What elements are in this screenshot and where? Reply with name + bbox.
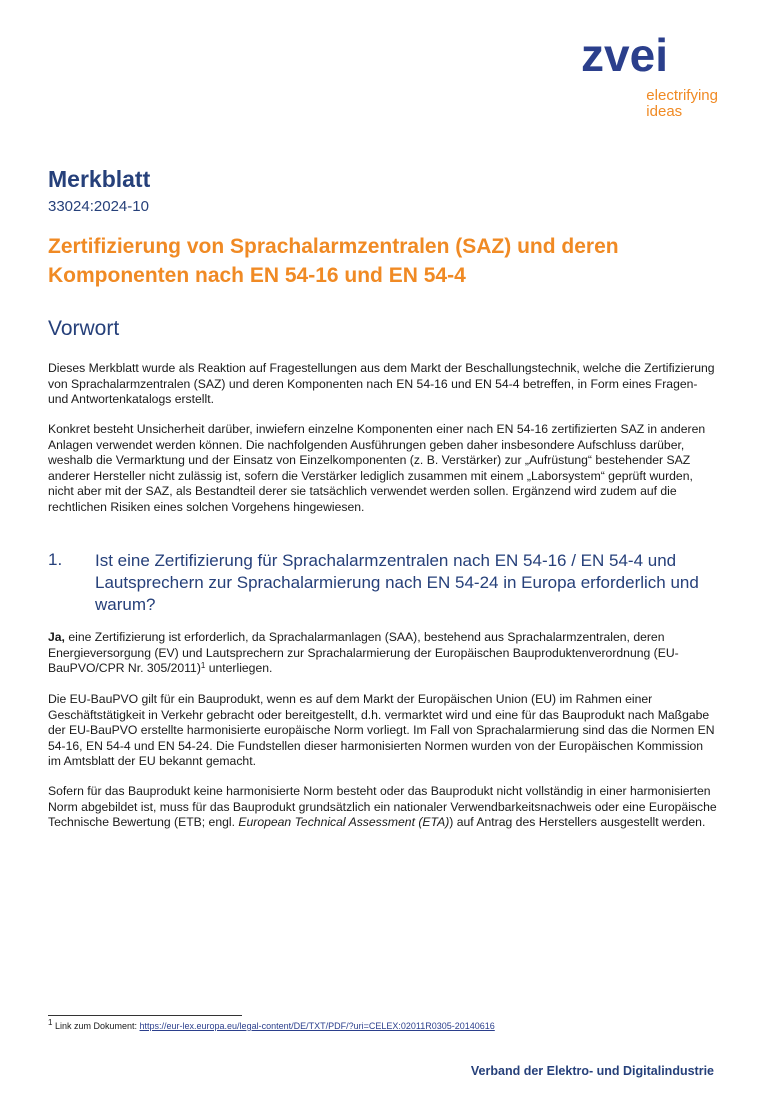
preface-paragraph-1: Dieses Merkblatt wurde als Reaktion auf Fragestellungen aus dem Markt der Beschallungstechnik, welche die Zertifizierung von Sprachalarmzentralen (SAZ) und deren Komponenten nach EN 54-16 und EN 54-4 betreffen, in Form eines Fragen- und Antwortenkatalogs erstellt. <box>48 361 715 407</box>
p3-end: ) auf Antrag des Herstellers ausgestellt werden. <box>449 815 706 830</box>
footnote-link[interactable]: https://eur-lex.europa.eu/legal-content/DE/TXT/PDF/?uri=CELEX:02011R0305-20140616 <box>139 1021 495 1031</box>
footnote-divider <box>48 1015 242 1016</box>
section-1-title: Ist eine Zertifizierung für Sprachalarmzentralen nach EN 54-16 / EN 54-4 und Lautsprechern zur Sprachalarmierung nach EN 54-24 in Europa erforderlich und warum? <box>95 551 699 614</box>
section-1-paragraph-3 <box>48 784 718 831</box>
section-1-paragraph-2: Die EU-BauPVO gilt für ein Bauprodukt, wenn es auf dem Markt der Europäischen Union (EU) im Rahmen einer Geschäftstätigkeit in Verkehr gebracht oder bereitgestellt, d.h. vermarktet wird und eine für das Bauprodukt nach Maßgabe der EU-BauPVO erstellte harmonisierte europäische Norm vorliegt. Im Fall von Sprachalarmierung sind das die Normen EN 54-16, EN 54-4 und EN 54-24. Die Fundstellen dieser harmonisierten Normen wurden von der Europäischen Kommission im Amtsblatt der EU bekannt gemacht. <box>48 692 715 769</box>
doc-number: 33024:2024-10 <box>48 198 149 215</box>
footnote-label: Link zum Dokument: <box>52 1021 140 1031</box>
doc-type: Merkblatt <box>48 166 151 192</box>
p3-text: Sofern für das Bauprodukt keine harmonisierte Norm besteht oder das Bauprodukt nicht vollständig in einer harmonisierten Norm abgebildet ist, muss für das Bauprodukt grundsätzlich ein nationaler Verwendbarkeitsnachweis oder eine Europäische Technische Bewertung (ETB; engl. <box>48 784 717 830</box>
logo-tagline <box>646 88 718 120</box>
preface-paragraph-2: Konkret besteht Unsicherheit darüber, inwiefern einzelne Komponenten einer nach EN 54-16 zertifizierten SAZ in anderen Anlagen verwendet werden können. Die nachfolgenden Ausführungen geben daher insbesondere Aufschluss darüber, weshalb die Vermarktung und der Einsatz von Einzelkomponenten (z. B. Verstärker) zur „Aufrüstung“ bestehender SAZ anderer Hersteller nicht zulässig ist, sofern die Verstärker lediglich zusammen mit einem „Laborsystem“ geprüft wurden, nicht aber mit der SAZ, als Bestandteil derer sie tatsächlich verwendet werden sollen. Ergänzend wird zudem auf die rechtlichen Risiken eines solchen Vorgehens hingewiesen. <box>48 422 706 514</box>
answer-yes: Ja, <box>48 630 65 644</box>
preface-heading: Vorwort <box>48 317 120 340</box>
p1-text: eine Zertifizierung ist erforderlich, da Sprachalarmanlagen (SAA), bestehend aus Sprachalarmzentralen, deren Energieversorgung (EV) und Lautsprechern zur Sprachalarmierung der Europäischen Bauproduktenverordnung (EU-BauPVO/CPR Nr. 305/2011) <box>48 630 679 676</box>
logo-tagline-line-1: electrifying <box>646 87 718 104</box>
doc-title: Zertifizierung von Sprachalarmzentralen (SAZ) und deren Komponenten nach EN 54-16 und EN 54-4 <box>48 235 619 287</box>
footer-organization: Verband der Elektro- und Digitalindustrie <box>470 1064 714 1078</box>
p1-end: unterliegen. <box>205 661 273 676</box>
logo-tagline-line-2: ideas <box>646 103 683 120</box>
footnote-ref[interactable]: 1 <box>200 661 206 671</box>
logo-wordmark: zvei <box>581 29 668 81</box>
section-1-paragraph-1 <box>48 630 718 677</box>
section-1-number: 1. <box>48 550 63 569</box>
p3-italic: European Technical Assessment (ETA) <box>238 815 450 830</box>
footnote-marker: 1 <box>48 1018 53 1027</box>
footnote <box>48 1018 495 1031</box>
